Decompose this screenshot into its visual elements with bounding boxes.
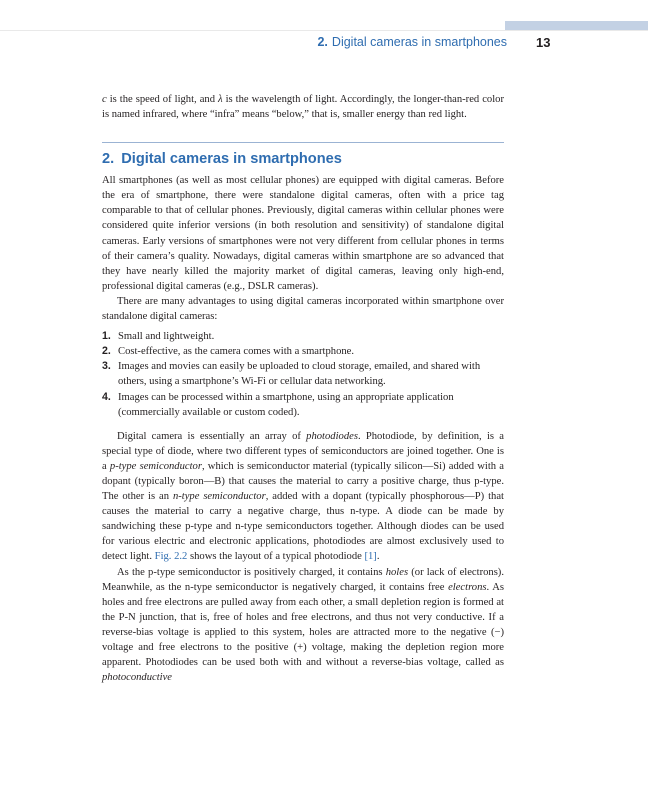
reference-link[interactable]: [1] (364, 551, 377, 563)
intro-paragraph: c is the speed of light, and λ is the wavelength of light. Accordingly, the longer-than-red color is named infrared, where “infra” means “below,” that is, smaller energy than red light. (102, 94, 504, 121)
list-item: 3. Images and movies can easily be uploaded to cloud storage, emailed, and shared with others, using a smartphone’s Wi-Fi or cellular data networking. (102, 360, 481, 388)
running-head-title: Digital cameras in smartphones (331, 35, 507, 49)
list-item: 2. Cost-effective, as the camera comes with a smartphone. (102, 345, 355, 358)
header-rule (0, 30, 648, 31)
section-title: Digital cameras in smartphones (121, 151, 342, 168)
section-heading (102, 150, 504, 168)
section-number: 2. (102, 151, 115, 168)
page-number: 13 (536, 35, 551, 50)
list-item: 4. Images can be processed within a smartphone, using an appropriate application (commercially available or custom coded). (102, 390, 454, 418)
list-item: 1. Small and lightweight. (102, 330, 215, 343)
running-head-number: 2. (317, 35, 328, 49)
symbol-c: c (102, 94, 107, 105)
figure-link[interactable]: Fig. 2.2 (154, 551, 188, 563)
symbol-lambda: λ (217, 94, 223, 105)
paragraph-3: Digital camera is essentially an array of photodiodes. Photodiode, by definition, is a special type of diode, where two different types of semiconductors are joined together. One is a p-type semiconductor, which is semiconductor material (typically silicon—Si) added with a dopant (typically boron—B) that causes the material to carry a positive charge, thus p-type. The other is an n-type semiconductor, added with a dopant (typically phosphorous—P) that causes the material to carry a negative charge, thus n-type. A diode can be made by sandwiching these p-type and n-type semiconductors together. Although diodes can be used for various electric and electronic applications, photodiodes are almost exclusively used to detect light. Fig. 2.2 shows the layout of a typical photodiode [1]. (102, 430, 504, 563)
page-body (102, 92, 504, 685)
section-rule (102, 142, 504, 143)
header-accent-bar (505, 21, 648, 30)
paragraph-4: As the p-type semiconductor is positively charged, it contains holes (or lack of electrons). Meanwhile, as the n-type semiconductor is negatively charged, it contains free electrons. As holes and free electrons are pulled away from each other, a small depletion region is formed at the P-N junction, that is, free of holes and free electrons, and thus not very conductive. If a reverse-bias voltage is applied to this system, holes are attracted more to the negative (−) voltage and free electrons to the positive (+) voltage, making the depletion region more apparent. Photodiodes can be used both with and without a reverse-bias voltage, called as photoconductive (102, 566, 504, 684)
advantages-list (102, 329, 504, 420)
paragraph-2: There are many advantages to using digital cameras incorporated within smartphone over standalone digital cameras: (102, 295, 504, 323)
paragraph-1: All smartphones (as well as most cellular phones) are equipped with digital cameras. Before the era of smartphone, there were standalone digital cameras, often with a price tag comparable to that of cellular phones. Previously, digital cameras within cellular phones were considered quite inferior versions (in both resolution and sensitivity) of standalone digital cameras. Early versions of smartphones were not very different from cellular phones in terms of their camera’s quality. Nowadays, digital cameras within smartphone are so advanced that they have nearly killed the majority market of digital cameras, leaving only high-end, professional digital cameras (e.g., DSLR cameras). (102, 175, 504, 292)
running-head (317, 35, 507, 49)
